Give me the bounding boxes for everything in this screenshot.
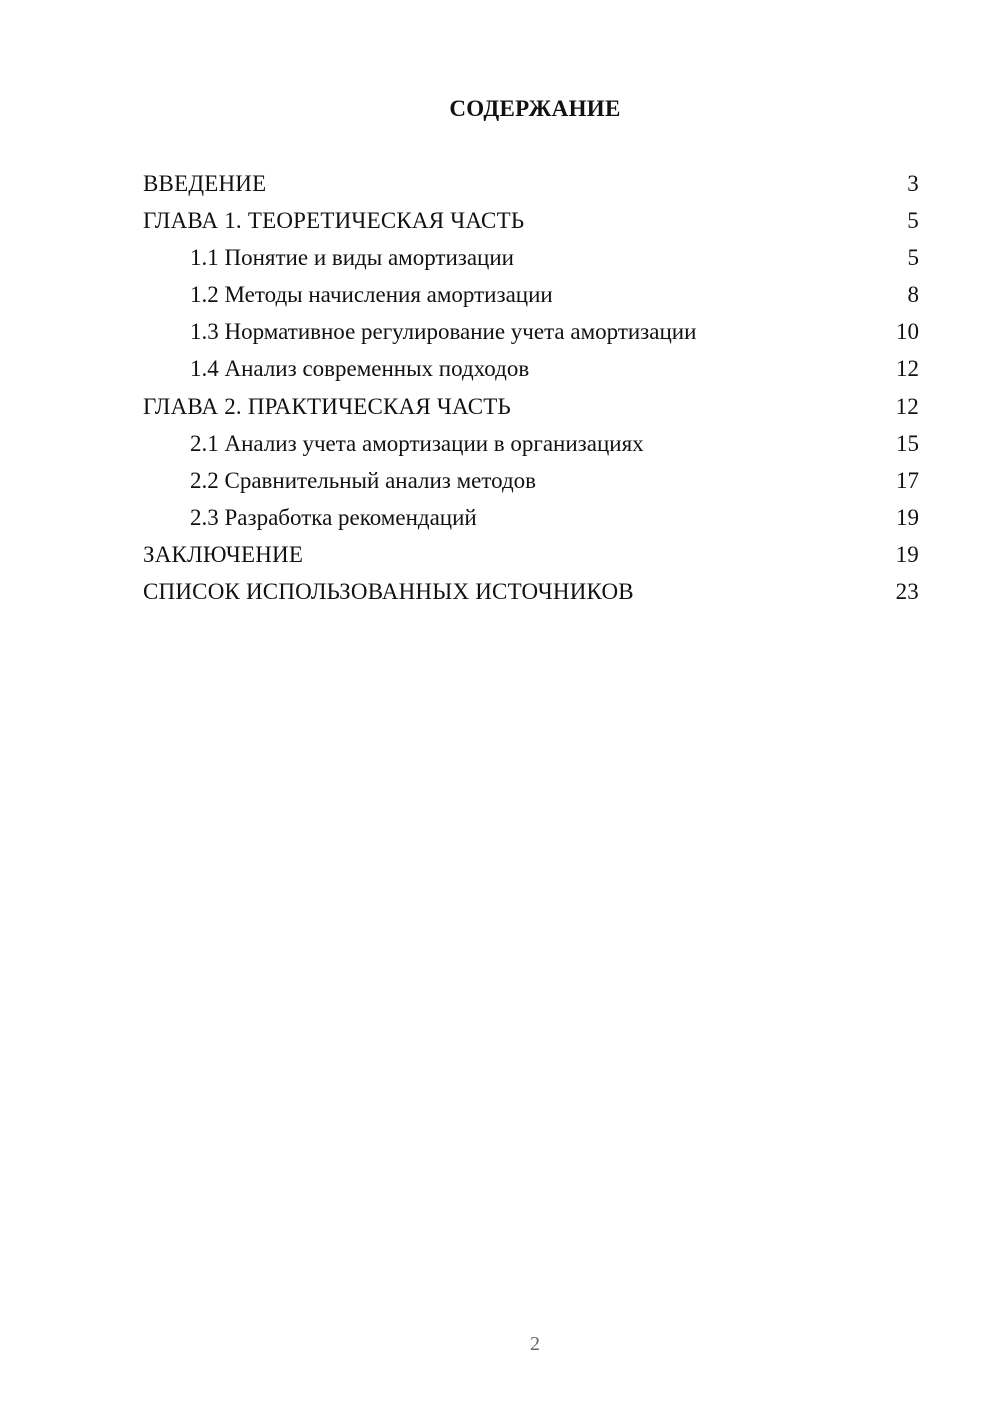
toc-title: СОДЕРЖАНИЕ — [449, 96, 621, 121]
toc-entry-page: 3 — [907, 171, 919, 196]
toc-entry-page: 12 — [895, 393, 919, 419]
toc-entry-label: ГЛАВА 2. ПРАКТИЧЕСКАЯ ЧАСТЬ — [143, 393, 511, 419]
toc-entry-conclusion — [143, 540, 919, 577]
toc-entry-section-2-1 — [143, 429, 919, 466]
toc-entry-page: 19 — [895, 541, 919, 567]
toc-entry-label: 2.3 Разработка рекомендаций — [190, 504, 477, 530]
toc-entry-label: 1.3 Нормативное регулирование учета амортизации — [190, 319, 697, 345]
toc-entry-label: 1.4 Анализ современных подходов — [190, 356, 530, 382]
toc-entry-section-1-2 — [143, 280, 919, 317]
toc-entry-label: 2.2 Сравнительный анализ методов — [190, 467, 537, 493]
toc-entry-page: 15 — [896, 430, 919, 456]
toc-entry-label: 1.1 Понятие и виды амортизации — [190, 245, 514, 271]
toc-entry-references — [143, 577, 919, 614]
toc-entry-label: 1.2 Методы начисления амортизации — [190, 282, 553, 308]
toc-entry-label: ГЛАВА 1. ТЕОРЕТИЧЕСКАЯ ЧАСТЬ — [143, 208, 525, 234]
toc-entry-section-1-1 — [143, 243, 919, 280]
toc-entry-section-2-3 — [143, 503, 919, 540]
toc-entry-page: 23 — [895, 579, 919, 605]
page-number: 2 — [530, 1333, 540, 1355]
toc-entry-page: 5 — [907, 208, 919, 234]
toc-entry-label: СПИСОК ИСПОЛЬЗОВАННЫХ ИСТОЧНИКОВ — [143, 579, 634, 605]
table-of-contents — [143, 169, 919, 614]
toc-entry-introduction — [143, 169, 919, 206]
toc-entry-page: 5 — [907, 245, 919, 271]
toc-entry-page: 19 — [896, 504, 919, 530]
toc-entry-label: ВВЕДЕНИЕ — [143, 171, 267, 196]
toc-entry-page: 12 — [896, 356, 919, 382]
toc-entry-section-1-4 — [143, 354, 919, 391]
toc-entry-page: 17 — [896, 467, 919, 493]
toc-entry-chapter-1 — [143, 206, 919, 243]
toc-entry-label: ЗАКЛЮЧЕНИЕ — [143, 541, 304, 567]
toc-entry-section-1-3 — [143, 317, 919, 354]
toc-entry-page: 10 — [896, 319, 919, 345]
toc-entry-chapter-2 — [143, 392, 919, 429]
toc-entry-label: 2.1 Анализ учета амортизации в организациях — [190, 430, 644, 456]
toc-entry-page: 8 — [907, 282, 919, 308]
toc-entry-section-2-2 — [143, 466, 919, 503]
